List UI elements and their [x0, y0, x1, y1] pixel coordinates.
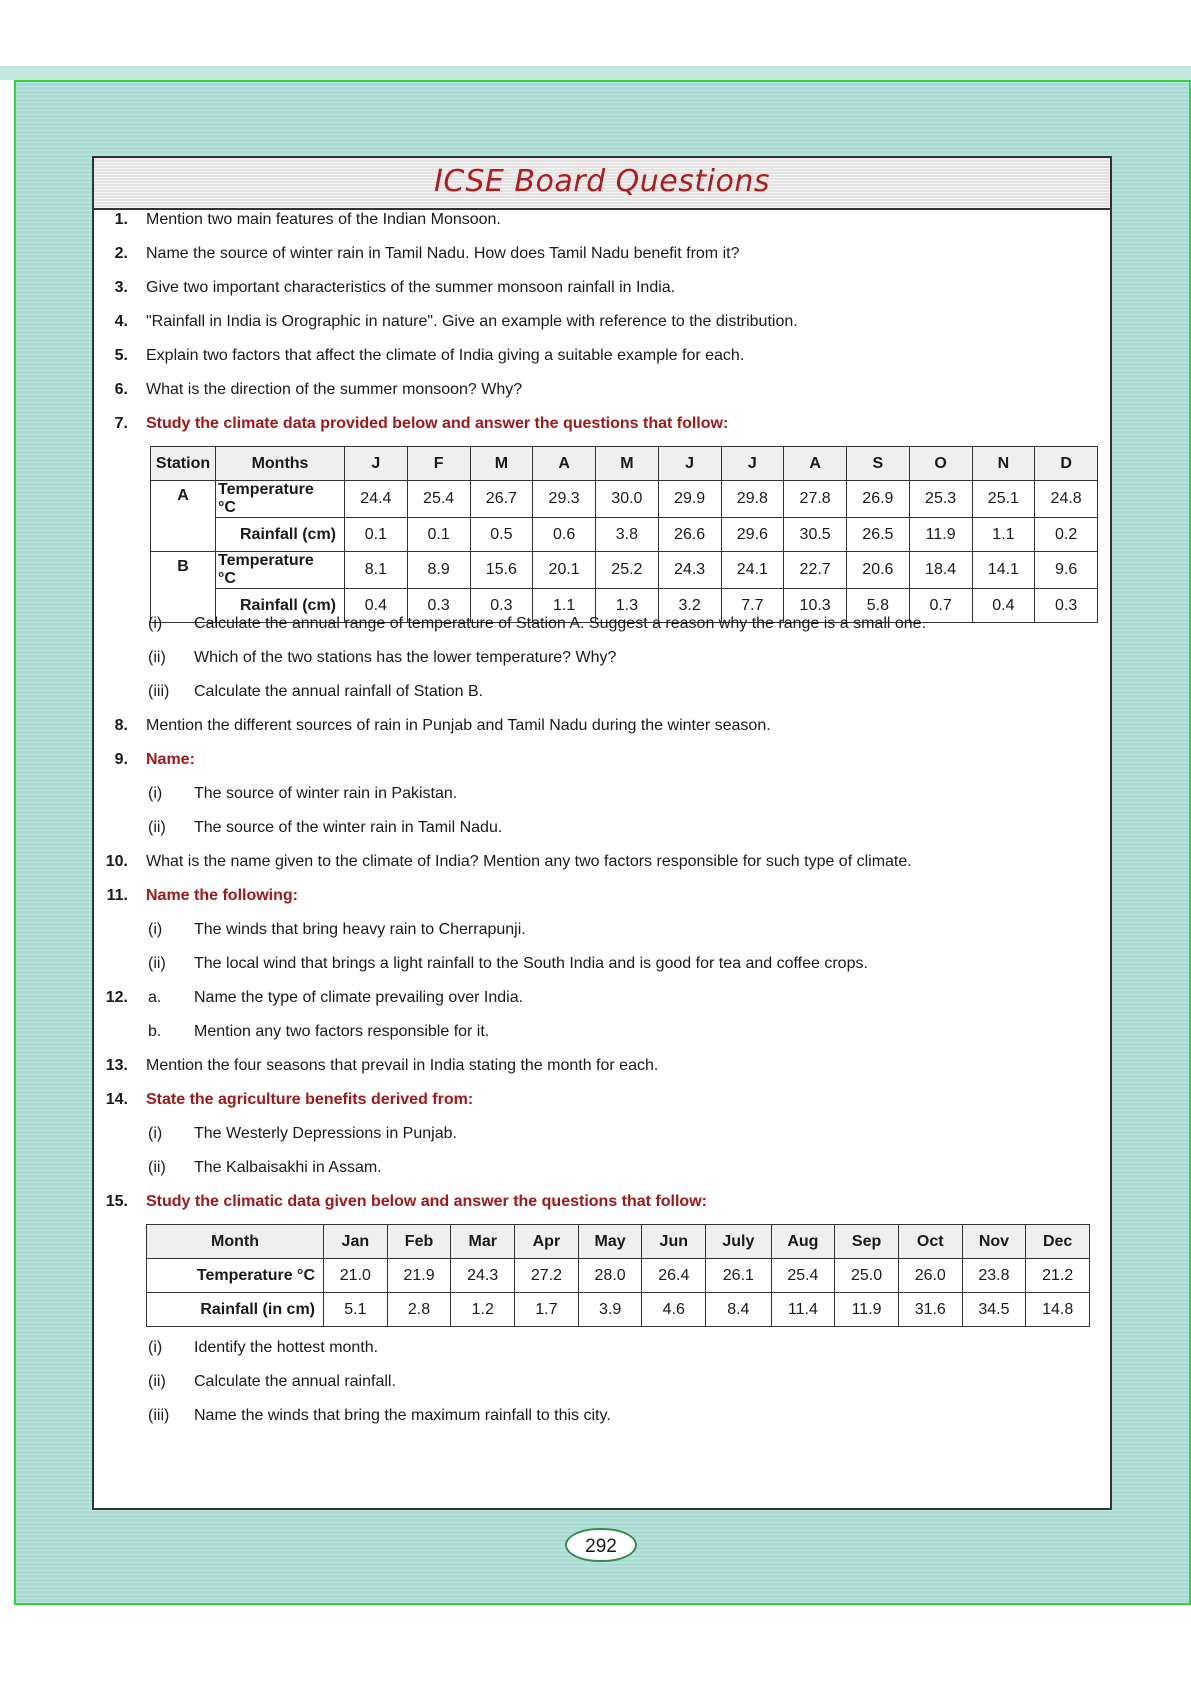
- question-number: 1.: [114, 211, 128, 228]
- month-header: Apr: [515, 1225, 579, 1259]
- question-text: Name:: [146, 751, 195, 768]
- month-label-header: Month: [147, 1225, 324, 1259]
- temperature-cell: 15.6: [470, 552, 533, 589]
- sub-question-number: (ii): [148, 819, 166, 836]
- month-header: J: [721, 447, 784, 481]
- rainfall-cell: 5.8: [847, 589, 910, 623]
- question-number: 5.: [114, 347, 128, 364]
- rainfall-cell: 0.2: [1035, 518, 1098, 552]
- month-header: D: [1035, 447, 1098, 481]
- rainfall-cell: 34.5: [962, 1293, 1026, 1327]
- temperature-cell: 24.3: [658, 552, 721, 589]
- top-strip: [0, 66, 1191, 80]
- question-number: 8.: [114, 717, 128, 734]
- station-header: Station: [151, 447, 216, 481]
- temperature-cell: 26.4: [642, 1259, 706, 1293]
- rainfall-cell: 1.1: [533, 589, 596, 623]
- question-number: 7.: [114, 415, 128, 432]
- temperature-cell: 24.1: [721, 552, 784, 589]
- temperature-cell: 21.0: [324, 1259, 388, 1293]
- question-text: Mention two main features of the Indian Monsoon.: [146, 211, 501, 228]
- rainfall-cell: 1.7: [515, 1293, 579, 1327]
- month-header: Nov: [962, 1225, 1026, 1259]
- question-number: 11.: [106, 887, 128, 904]
- month-header: Sep: [835, 1225, 899, 1259]
- rainfall-cell: 0.1: [407, 518, 470, 552]
- temperature-cell: 8.1: [345, 552, 408, 589]
- climate-table-city: [146, 1224, 1090, 1327]
- question-number: 9.: [114, 751, 128, 768]
- question-panel: [92, 156, 1112, 1510]
- question-text: Study the climate data provided below and answer the questions that follow:: [146, 415, 729, 432]
- temperature-cell: 14.1: [972, 552, 1035, 589]
- rainfall-cell: 8.4: [706, 1293, 771, 1327]
- question-text: What is the direction of the summer monsoon? Why?: [146, 381, 523, 398]
- month-header: Aug: [771, 1225, 835, 1259]
- title-bar: [94, 158, 1110, 210]
- question-number: 10.: [105, 853, 128, 870]
- temperature-cell: 26.1: [706, 1259, 771, 1293]
- month-header: J: [345, 447, 408, 481]
- rainfall-cell: 1.3: [596, 589, 659, 623]
- sub-question-text: The source of the winter rain in Tamil Nadu.: [194, 819, 503, 836]
- sub-question-number: (ii): [148, 1159, 166, 1176]
- sub-question-text: Mention any two factors responsible for it.: [194, 1023, 490, 1040]
- rainfall-cell: 0.4: [972, 589, 1035, 623]
- temperature-cell: 25.1: [972, 481, 1035, 518]
- sub-question-text: Name the winds that bring the maximum rainfall to this city.: [194, 1407, 611, 1424]
- rainfall-cell: 11.9: [835, 1293, 899, 1327]
- month-header: Jun: [642, 1225, 706, 1259]
- question-text: Explain two factors that affect the climate of India giving a suitable example for each.: [146, 347, 745, 364]
- temperature-cell: 24.4: [345, 481, 408, 518]
- rainfall-cell: 0.3: [1035, 589, 1098, 623]
- sub-question-text: Which of the two stations has the lower temperature? Why?: [194, 649, 617, 666]
- sub-question-text: The local wind that brings a light rainfall to the South India and is good for tea and coffee crops.: [194, 955, 868, 972]
- rainfall-cell: 7.7: [721, 589, 784, 623]
- rainfall-label: Rainfall (in cm): [147, 1293, 324, 1327]
- rainfall-cell: 4.6: [642, 1293, 706, 1327]
- question-number: 13.: [105, 1057, 128, 1074]
- temperature-cell: 25.3: [909, 481, 972, 518]
- station-name: B: [151, 552, 216, 623]
- rainfall-cell: 0.6: [533, 518, 596, 552]
- temperature-cell: 29.3: [533, 481, 596, 518]
- month-header: A: [533, 447, 596, 481]
- temperature-cell: 20.6: [847, 552, 910, 589]
- sub-question-number: (ii): [148, 955, 166, 972]
- month-header: Dec: [1026, 1225, 1090, 1259]
- sub-question-text: Calculate the annual rainfall of Station B.: [194, 683, 484, 700]
- temperature-label: Temperature °C: [216, 552, 345, 589]
- rainfall-cell: 26.6: [658, 518, 721, 552]
- question-text: State the agriculture benefits derived from:: [146, 1091, 474, 1108]
- temperature-cell: 27.8: [784, 481, 847, 518]
- month-header: J: [658, 447, 721, 481]
- rainfall-cell: 3.8: [596, 518, 659, 552]
- question-text: What is the name given to the climate of India? Mention any two factors responsible for such type of climate.: [146, 853, 912, 870]
- rainfall-cell: 0.1: [345, 518, 408, 552]
- rainfall-cell: 1.2: [451, 1293, 515, 1327]
- question-text: Mention the different sources of rain in Punjab and Tamil Nadu during the winter season.: [146, 717, 771, 734]
- rainfall-cell: 30.5: [784, 518, 847, 552]
- question-text: "Rainfall in India is Orographic in nature". Give an example with reference to the distribution.: [146, 313, 798, 330]
- temperature-cell: 26.0: [898, 1259, 962, 1293]
- page-number: 292: [565, 1528, 637, 1562]
- question-number: 15.: [105, 1193, 128, 1210]
- temperature-cell: 25.4: [771, 1259, 835, 1293]
- question-number: 6.: [114, 381, 128, 398]
- sub-question-text: Calculate the annual rainfall.: [194, 1373, 396, 1390]
- months-header: Months: [216, 447, 345, 481]
- sub-question-number: (iii): [148, 1407, 170, 1424]
- climate-table-stations: [150, 446, 1098, 623]
- month-header: M: [596, 447, 659, 481]
- sub-question-number: (i): [148, 785, 163, 802]
- month-header: N: [972, 447, 1035, 481]
- month-header: Jan: [324, 1225, 388, 1259]
- question-text: Name the source of winter rain in Tamil Nadu. How does Tamil Nadu benefit from it?: [146, 245, 740, 262]
- sub-question-text: The source of winter rain in Pakistan.: [194, 785, 458, 802]
- rainfall-cell: 11.9: [909, 518, 972, 552]
- month-header: M: [470, 447, 533, 481]
- temperature-cell: 21.9: [387, 1259, 451, 1293]
- temperature-cell: 9.6: [1035, 552, 1098, 589]
- temperature-cell: 29.8: [721, 481, 784, 518]
- sub-question-text: Identify the hottest month.: [194, 1339, 379, 1356]
- rainfall-cell: 2.8: [387, 1293, 451, 1327]
- rainfall-cell: 0.5: [470, 518, 533, 552]
- sub-question-text: Calculate the annual range of temperature of Station A. Suggest a reason why the range is a small one.: [194, 615, 927, 632]
- question-text: Name the type of climate prevailing over India.: [194, 989, 524, 1006]
- rainfall-cell: 10.3: [784, 589, 847, 623]
- question-number: 2.: [114, 245, 128, 262]
- question-text: Give two important characteristics of the summer monsoon rainfall in India.: [146, 279, 676, 296]
- sub-question-number: (ii): [148, 649, 166, 666]
- rainfall-cell: 29.6: [721, 518, 784, 552]
- sub-question-text: The winds that bring heavy rain to Cherrapunji.: [194, 921, 526, 938]
- sub-question-text: The Kalbaisakhi in Assam.: [194, 1159, 382, 1176]
- question-number: 12.: [105, 989, 128, 1006]
- temperature-cell: 25.0: [835, 1259, 899, 1293]
- sub-question-number: (i): [148, 615, 163, 632]
- temperature-cell: 26.9: [847, 481, 910, 518]
- rainfall-cell: 14.8: [1026, 1293, 1090, 1327]
- temperature-label: Temperature °C: [216, 481, 345, 518]
- month-header: F: [407, 447, 470, 481]
- temperature-cell: 25.2: [596, 552, 659, 589]
- temperature-cell: 24.8: [1035, 481, 1098, 518]
- rainfall-cell: 26.5: [847, 518, 910, 552]
- question-number: 3.: [114, 279, 128, 296]
- month-header: A: [784, 447, 847, 481]
- question-number: 14.: [105, 1091, 128, 1108]
- sub-question-number: (iii): [148, 683, 170, 700]
- temperature-cell: 25.4: [407, 481, 470, 518]
- question-text: Name the following:: [146, 887, 298, 904]
- temperature-cell: 22.7: [784, 552, 847, 589]
- question-text: Study the climatic data given below and answer the questions that follow:: [146, 1193, 707, 1210]
- sub-question-number: a.: [148, 989, 162, 1006]
- temperature-cell: 26.7: [470, 481, 533, 518]
- rainfall-cell: 0.3: [407, 589, 470, 623]
- page-title: ICSE Board Questions: [434, 164, 770, 199]
- sub-question-number: b.: [148, 1023, 162, 1040]
- sub-question-number: (i): [148, 1339, 163, 1356]
- month-header: May: [578, 1225, 642, 1259]
- sub-question-text: The Westerly Depressions in Punjab.: [194, 1125, 457, 1142]
- rainfall-cell: 31.6: [898, 1293, 962, 1327]
- temperature-cell: 30.0: [596, 481, 659, 518]
- rainfall-label: Rainfall (cm): [216, 589, 345, 623]
- month-header: O: [909, 447, 972, 481]
- sub-question-number: (ii): [148, 1373, 166, 1390]
- temperature-cell: 24.3: [451, 1259, 515, 1293]
- rainfall-cell: 0.7: [909, 589, 972, 623]
- rainfall-cell: 5.1: [324, 1293, 388, 1327]
- month-header: Feb: [387, 1225, 451, 1259]
- station-name: A: [151, 481, 216, 552]
- rainfall-cell: 3.2: [658, 589, 721, 623]
- temperature-label: Temperature °C: [147, 1259, 324, 1293]
- rainfall-cell: 0.3: [470, 589, 533, 623]
- month-header: S: [847, 447, 910, 481]
- temperature-cell: 21.2: [1026, 1259, 1090, 1293]
- rainfall-cell: 0.4: [345, 589, 408, 623]
- temperature-cell: 8.9: [407, 552, 470, 589]
- month-header: Oct: [898, 1225, 962, 1259]
- temperature-cell: 29.9: [658, 481, 721, 518]
- temperature-cell: 23.8: [962, 1259, 1026, 1293]
- temperature-cell: 27.2: [515, 1259, 579, 1293]
- temperature-cell: 20.1: [533, 552, 596, 589]
- month-header: July: [706, 1225, 771, 1259]
- month-header: Mar: [451, 1225, 515, 1259]
- rainfall-cell: 11.4: [771, 1293, 835, 1327]
- rainfall-cell: 1.1: [972, 518, 1035, 552]
- question-text: Mention the four seasons that prevail in India stating the month for each.: [146, 1057, 659, 1074]
- rainfall-cell: 3.9: [578, 1293, 642, 1327]
- sub-question-number: (i): [148, 921, 163, 938]
- temperature-cell: 18.4: [909, 552, 972, 589]
- temperature-cell: 28.0: [578, 1259, 642, 1293]
- sub-question-number: (i): [148, 1125, 163, 1142]
- rainfall-label: Rainfall (cm): [216, 518, 345, 552]
- question-number: 4.: [114, 313, 128, 330]
